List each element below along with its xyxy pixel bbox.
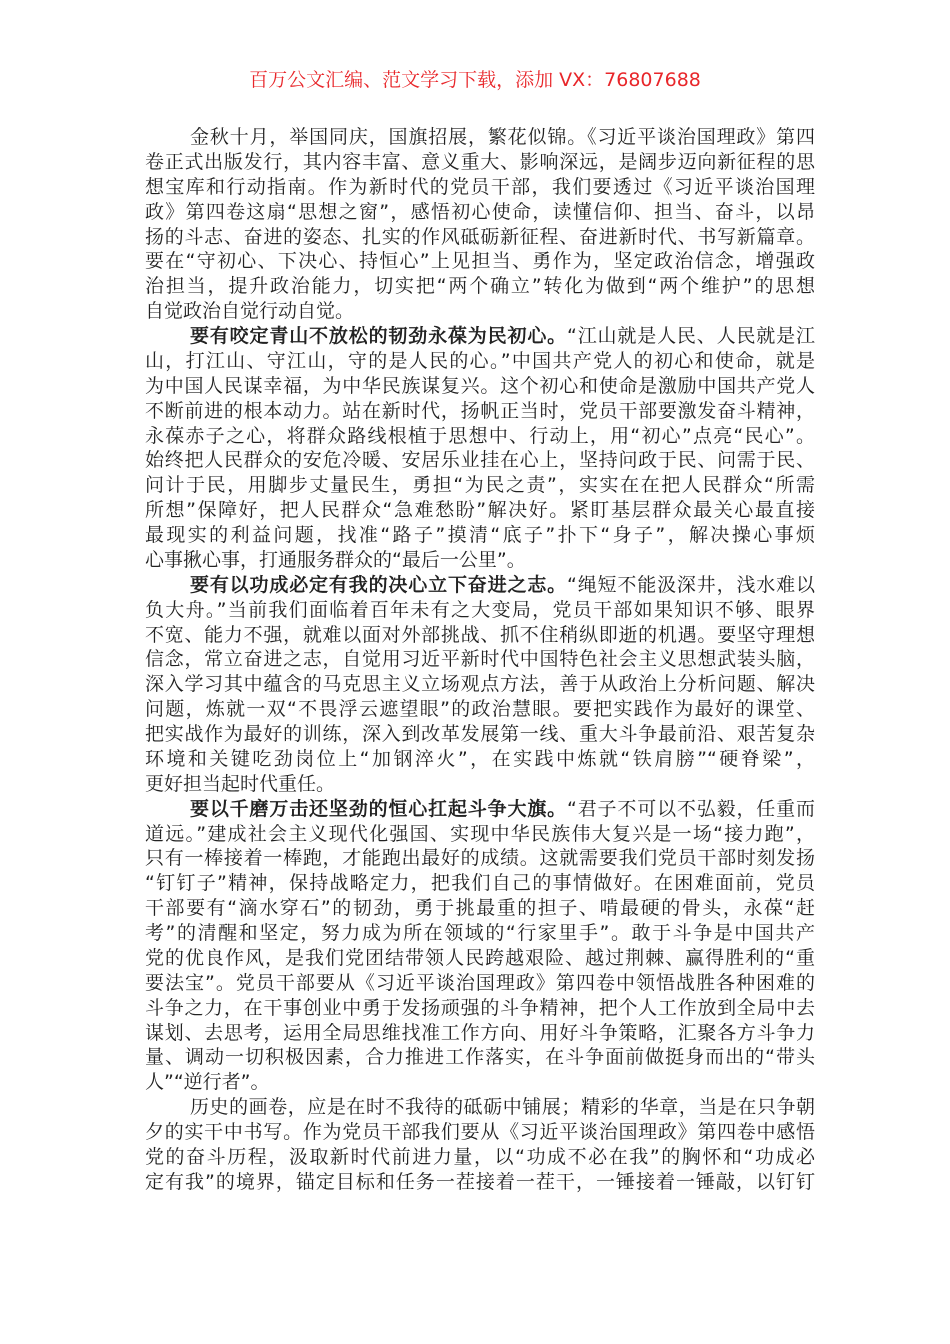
text-line — [145, 1045, 815, 1070]
line-text: 要法宝”。党员干部要从《习近平谈治国理政》第四卷中领悟战胜各种困难的 — [145, 971, 815, 994]
text-line — [145, 225, 815, 250]
line-text: 只有一棒接着一棒跑，才能跑出最好的成绩。这就需要我们党员干部时刻发扬 — [145, 847, 815, 870]
paragraph — [145, 573, 815, 797]
line-text: 心事揪心事，打通服务群众的“最后一公里”。 — [145, 548, 526, 571]
line-text: 信念，常立奋进之志，自觉用习近平新时代中国特色社会主义思想武装头脑， — [145, 648, 815, 671]
line-text: 山，打江山、守江山，守的是人民的心。”中国共产党人的初心和使命，就是 — [145, 349, 815, 372]
text-line — [145, 772, 815, 797]
text-line — [145, 1070, 815, 1095]
line-text: 所想”保障好，把人民群众“急难愁盼”解决好。紧盯基层群众最关心最直接 — [145, 499, 815, 522]
line-text: 政》第四卷这扇“思想之窗”，感悟初心使命，读懂信仰、担当、奋斗，以昂 — [145, 200, 815, 223]
text-line — [145, 797, 815, 822]
text-line — [145, 946, 815, 971]
line-text: 干部要有“滴水穿石”的韧劲，勇于挑最重的担子、啃最硬的骨头，永葆“赶 — [145, 897, 815, 920]
line-text: 问题，炼就一双“不畏浮云遮望眼”的政治慧眼。要把实践作为最好的课堂、 — [145, 698, 815, 721]
line-text: 考”的清醒和坚定，努力成为所在领域的“行家里手”。敢于斗争是中国共产 — [145, 922, 815, 944]
text-line — [145, 274, 815, 299]
text-line — [145, 473, 815, 498]
text-line — [145, 871, 815, 896]
text-line — [145, 424, 815, 449]
line-text: 党的奋斗历程，汲取新时代前进力量，以“功成不必在我”的胸怀和“功成必 — [145, 1145, 815, 1168]
text-line — [145, 921, 815, 946]
text-line — [145, 498, 815, 523]
text-line — [145, 722, 815, 747]
paragraph — [145, 797, 815, 1096]
text-line — [145, 548, 815, 573]
line-text: 问计于民，用脚步丈量民生，勇担“为民之责”，实实在在把人民群众“所需 — [145, 474, 815, 497]
text-line — [145, 1120, 815, 1145]
line-text: 要在“守初心、下决心、持恒心”上见担当、勇作为，坚定政治信念，增强政 — [145, 250, 815, 273]
text-line — [145, 200, 815, 225]
line-text: 永葆赤子之心，将群众路线根植于思想中、行动上，用“初心”点亮“民心”。 — [145, 424, 815, 447]
line-text: 扬的斗志、奋进的姿态、扎实的作风砥砺新征程、奋进新时代、书写新篇章。 — [145, 225, 815, 248]
line-text: 斗争之力，在干事创业中勇于发扬顽强的斗争精神，把个人工作放到全局中去 — [145, 996, 815, 1019]
text-line — [145, 971, 815, 996]
text-line — [145, 324, 815, 349]
text-line — [145, 523, 815, 548]
text-line — [145, 896, 815, 921]
paragraph-lead-heading: 要以千磨万击还坚劲的恒心扛起斗争大旗。 — [190, 797, 568, 820]
line-text: 谋划、去思考，运用全局思维找准工作方向、用好斗争策略，汇聚各方斗争力 — [145, 1021, 815, 1044]
line-text: 卷正式出版发行，其内容丰富、意义重大、影响深远，是阔步迈向新征程的思 — [145, 150, 815, 173]
line-text: 不宽、能力不强，就难以面对外部挑战、抓不住稍纵即逝的机遇。要坚守理想 — [145, 623, 815, 646]
text-line — [145, 448, 815, 473]
text-line — [145, 697, 815, 722]
line-text: 治担当，提升政治能力，切实把“两个确立”转化为做到“两个维护”的思想 — [145, 275, 815, 298]
text-line — [145, 822, 815, 847]
paragraph — [145, 324, 815, 573]
text-line — [145, 672, 815, 697]
text-line — [145, 150, 815, 175]
line-text: “君子不可以不弘毅，任重而 — [567, 797, 815, 820]
line-text: 量、调动一切积极因素，合力推进工作落实，在斗争面前做挺身而出的“带头 — [145, 1046, 815, 1069]
document-body — [145, 125, 815, 1195]
text-line — [145, 299, 815, 324]
text-line — [145, 399, 815, 424]
line-text: 更好担当起时代重任。 — [145, 772, 336, 795]
text-line — [145, 1021, 815, 1046]
line-text: 不断前进的根本动力。站在新时代，扬帆正当时，党员干部要激发奋斗精神， — [145, 399, 815, 422]
text-line — [145, 573, 815, 598]
text-line — [145, 598, 815, 623]
line-text: 环境和关键吃劲岗位上“加钢淬火”，在实践中炼就“铁肩膀”“硬脊梁”， — [145, 747, 815, 770]
line-text: 历史的画卷，应是在时不我待的砥砺中铺展；精彩的华章，当是在只争朝 — [190, 1096, 815, 1119]
text-line — [145, 1170, 815, 1195]
line-text: 党的优良作风，是我们党团结带领人民跨越艰险、越过荆棘、赢得胜利的“重 — [145, 946, 815, 969]
line-text: 人”“逆行者”。 — [145, 1071, 270, 1094]
text-line — [145, 374, 815, 399]
line-text: 把实战作为最好的训练，深入到改革发展第一线、重大斗争最前沿、艰苦复杂 — [145, 723, 815, 745]
text-line — [145, 996, 815, 1021]
line-text: “江山就是人民、人民就是江 — [567, 325, 815, 347]
line-text: 最现实的利益问题，找准“路子”摸清“底子”扑下“身子”，解决操心事烦 — [145, 524, 815, 546]
paragraph-lead-heading: 要有以功成必定有我的决心立下奋进之志。 — [190, 573, 568, 596]
paragraph-lead-heading: 要有咬定青山不放松的韧劲永葆为民初心。 — [190, 325, 568, 347]
line-text: 负大舟。”当前我们面临着百年未有之大变局，党员干部如果知识不够、眼界 — [145, 598, 815, 621]
line-text: 自觉政治自觉行动自觉。 — [145, 300, 355, 323]
text-line — [145, 623, 815, 648]
line-text: 道远。”建成社会主义现代化强国、实现中华民族伟大复兴是一场“接力跑”， — [145, 822, 815, 845]
line-text: 始终把人民群众的安危冷暖、安居乐业挂在心上，坚持问政于民、问需于民、 — [145, 449, 815, 472]
paragraph — [145, 1095, 815, 1195]
line-text: “绳短不能汲深井，浅水难以 — [567, 573, 815, 596]
line-text: “钉钉子”精神，保持战略定力，把我们自己的事情做好。在困难面前，党员 — [145, 872, 815, 895]
line-text: 夕的实干中书写。作为党员干部我们要从《习近平谈治国理政》第四卷中感悟 — [145, 1121, 815, 1143]
line-text: 为中国人民谋幸福，为中华民族谋复兴。这个初心和使命是激励中国共产党人 — [145, 374, 815, 397]
text-line — [145, 1095, 815, 1120]
text-line — [145, 175, 815, 200]
text-line — [145, 1145, 815, 1170]
line-text: 金秋十月，举国同庆，国旗招展，繁花似锦。《习近平谈治国理政》第四 — [190, 126, 815, 148]
text-line — [145, 846, 815, 871]
text-line — [145, 647, 815, 672]
text-line — [145, 349, 815, 374]
line-text: 定有我”的境界，锚定目标和任务一茬接着一茬干，一锤接着一锤敲，以钉钉 — [145, 1170, 815, 1193]
line-text: 深入学习其中蕴含的马克思主义立场观点方法，善于从政治上分析问题、解决 — [145, 673, 815, 696]
text-line — [145, 747, 815, 772]
watermark-header: 百万公文汇编、范文学习下载，添加 VX：76807688 — [249, 69, 701, 91]
text-line — [145, 125, 815, 150]
paragraph — [145, 125, 815, 324]
line-text: 想宝库和行动指南。作为新时代的党员干部，我们要透过《习近平谈治国理 — [145, 175, 815, 198]
text-line — [145, 249, 815, 274]
